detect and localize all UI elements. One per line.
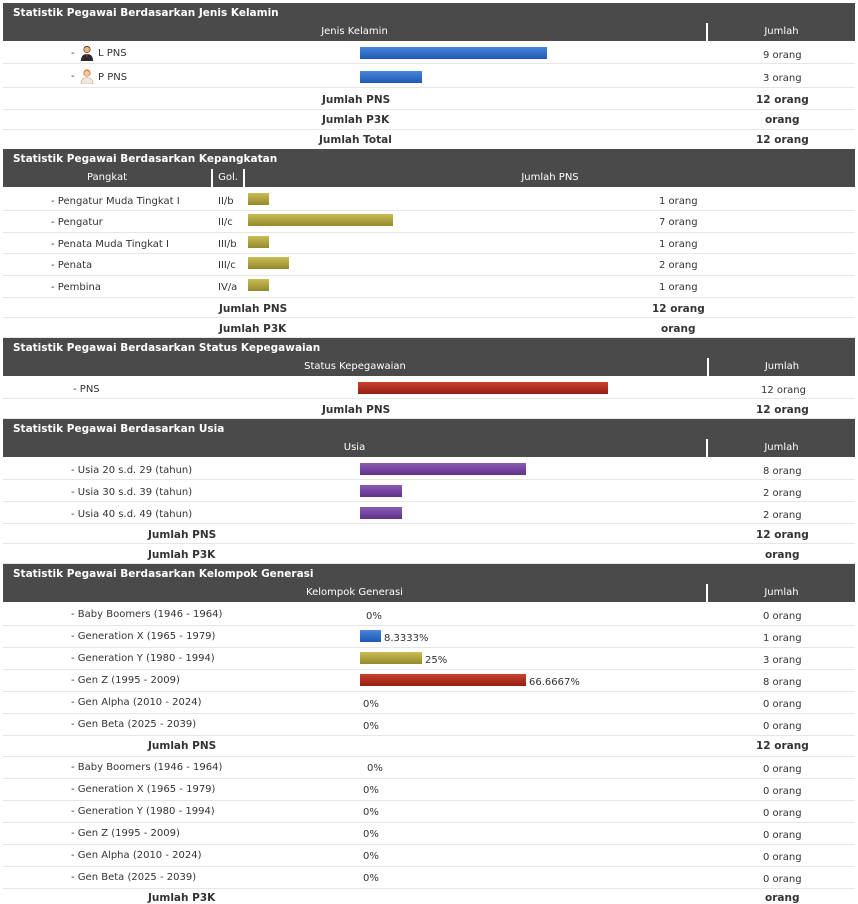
generation-percent: 0%: [363, 807, 379, 818]
rank-total-p3k-value: orang: [661, 323, 696, 335]
rank-total-pns-label: Jumlah PNS: [219, 303, 288, 315]
rank-label: - Pengatur Muda Tingkat I: [51, 196, 180, 207]
table-row: [3, 276, 855, 298]
generation-label: - Gen Z (1995 - 2009): [71, 675, 180, 686]
rank-label: - Penata Muda Tingkat I: [51, 239, 169, 250]
age-count: 2 orang: [763, 488, 802, 499]
age-section-title: Statistik Pegawai Berdasarkan Usia: [3, 419, 855, 439]
age-label: - Usia 20 s.d. 29 (tahun): [71, 465, 193, 476]
generation-label: - Generation Y (1980 - 1994): [71, 806, 215, 817]
rank-label: - Pembina: [51, 282, 101, 293]
generation-label: - Gen Beta (2025 - 2039): [71, 872, 197, 883]
status-label-pns: - PNS: [73, 384, 100, 395]
status-count-pns: 12 orang: [761, 385, 806, 396]
generation-total-p3k-value: orang: [765, 892, 800, 904]
generation-count: 3 orang: [763, 655, 802, 666]
rank-count: 1 orang: [659, 282, 698, 293]
female-person-icon: [80, 68, 94, 84]
rank-col-count: Jumlah PNS: [245, 169, 855, 187]
generation-label: - Gen Alpha (2010 - 2024): [71, 850, 202, 861]
rank-grade: II/b: [218, 196, 234, 207]
rank-bar: [248, 193, 269, 205]
gender-label-female: P PNS: [98, 72, 128, 83]
table-row: [3, 318, 855, 338]
generation-col-count: Jumlah: [708, 584, 855, 602]
generation-percent: 66.6667%: [529, 677, 580, 688]
gender-total-all-value: 12 orang: [756, 134, 809, 146]
table-row: [3, 399, 855, 419]
gender-total-pns-label: Jumlah PNS: [322, 94, 391, 106]
gender-count-female: 3 orang: [763, 73, 802, 84]
generation-section-title: Statistik Pegawai Berdasarkan Kelompok Generasi: [3, 564, 855, 584]
rank-bar: [248, 257, 289, 269]
generation-percent: 25%: [425, 655, 448, 666]
generation-percent: 0%: [367, 763, 383, 774]
table-row: [3, 254, 855, 276]
generation-label: - Generation X (1965 - 1979): [71, 784, 216, 795]
rank-count: 1 orang: [659, 239, 698, 250]
status-col-count: Jumlah: [709, 358, 855, 376]
gender-total-pns-value: 12 orang: [756, 94, 809, 106]
rank-section-title: Statistik Pegawai Berdasarkan Kepangkatan: [3, 149, 855, 169]
rank-bar: [248, 279, 269, 291]
table-row: [3, 88, 855, 110]
gender-col-count: Jumlah: [708, 23, 855, 41]
generation-col-category: Kelompok Generasi: [3, 584, 706, 602]
age-bar: [360, 485, 402, 497]
age-label: - Usia 40 s.d. 49 (tahun): [71, 509, 193, 520]
status-col-category: Status Kepegawaian: [3, 358, 707, 376]
generation-label: - Generation X (1965 - 1979): [71, 631, 216, 642]
table-row: [3, 130, 855, 150]
status-total-pns-label: Jumlah PNS: [322, 404, 391, 416]
rank-grade: II/c: [218, 217, 233, 228]
age-label: - Usia 30 s.d. 39 (tahun): [71, 487, 193, 498]
generation-bar: [360, 630, 381, 642]
rank-grade: III/b: [218, 239, 237, 250]
generation-label: - Generation Y (1980 - 1994): [71, 653, 215, 664]
gender-label-male: L PNS: [98, 48, 127, 59]
generation-percent: 0%: [363, 873, 379, 884]
age-count: 8 orang: [763, 466, 802, 477]
generation-bar: [360, 674, 526, 686]
generation-label: - Gen Beta (2025 - 2039): [71, 719, 197, 730]
table-row: [3, 110, 855, 130]
table-row: [3, 211, 855, 233]
gender-total-p3k-label: Jumlah P3K: [322, 114, 390, 126]
generation-count: 0 orang: [763, 786, 802, 797]
generation-percent: 0%: [363, 829, 379, 840]
age-total-pns-value: 12 orang: [756, 529, 809, 541]
generation-count: 0 orang: [763, 852, 802, 863]
generation-count: 1 orang: [763, 633, 802, 644]
generation-count: 0 orang: [763, 721, 802, 732]
generation-label: - Baby Boomers (1946 - 1964): [71, 762, 223, 773]
table-row: [3, 298, 855, 318]
age-total-p3k-value: orang: [765, 549, 800, 561]
generation-total-pns-label: Jumlah PNS: [148, 740, 217, 752]
gender-bar-male: [360, 47, 547, 59]
generation-count: 0 orang: [763, 699, 802, 710]
row-prefix: -: [71, 48, 75, 59]
age-count: 2 orang: [763, 510, 802, 521]
rank-count: 1 orang: [659, 196, 698, 207]
generation-label: - Baby Boomers (1946 - 1964): [71, 609, 223, 620]
gender-total-all-label: Jumlah Total: [319, 134, 392, 146]
rank-grade: III/c: [218, 260, 236, 271]
rank-col-grade: Gol.: [213, 169, 243, 187]
table-row: [3, 736, 855, 757]
table-row: [3, 524, 855, 544]
gender-section-title: Statistik Pegawai Berdasarkan Jenis Kelamin: [3, 3, 855, 23]
generation-percent: 0%: [366, 611, 382, 622]
rank-grade: IV/a: [218, 282, 238, 293]
age-total-p3k-label: Jumlah P3K: [148, 549, 216, 561]
rank-label: - Penata: [51, 260, 93, 271]
generation-count: 0 orang: [763, 830, 802, 841]
rank-total-pns-value: 12 orang: [652, 303, 705, 315]
gender-count-male: 9 orang: [763, 50, 802, 61]
generation-count: 0 orang: [763, 764, 802, 775]
rank-bar: [248, 236, 269, 248]
rank-label: - Pengatur: [51, 217, 103, 228]
age-total-pns-label: Jumlah PNS: [148, 529, 217, 541]
gender-col-category: Jenis Kelamin: [3, 23, 706, 41]
rank-total-p3k-label: Jumlah P3K: [219, 323, 287, 335]
rank-count: 7 orang: [659, 217, 698, 228]
generation-label: - Gen Z (1995 - 2009): [71, 828, 180, 839]
generation-percent: 0%: [363, 851, 379, 862]
table-row: [3, 544, 855, 564]
status-section-title: Statistik Pegawai Berdasarkan Status Kepegawaian: [3, 338, 855, 358]
gender-bar-female: [360, 71, 422, 83]
generation-percent: 0%: [363, 699, 379, 710]
status-total-pns-value: 12 orang: [756, 404, 809, 416]
age-bar: [360, 507, 402, 519]
age-bar: [360, 463, 526, 475]
status-bar-pns: [358, 382, 608, 394]
generation-total-p3k-label: Jumlah P3K: [148, 892, 216, 904]
rank-col-rank: Pangkat: [3, 169, 211, 187]
age-col-category: Usia: [3, 439, 706, 457]
generation-percent: 0%: [363, 721, 379, 732]
rank-bar: [248, 214, 393, 226]
generation-count: 8 orang: [763, 677, 802, 688]
generation-count: 0 orang: [763, 611, 802, 622]
age-col-count: Jumlah: [708, 439, 855, 457]
male-person-icon: [80, 45, 94, 61]
generation-bar: [360, 652, 422, 664]
rank-count: 2 orang: [659, 260, 698, 271]
generation-percent: 8.3333%: [384, 633, 429, 644]
generation-percent: 0%: [363, 785, 379, 796]
generation-count: 0 orang: [763, 808, 802, 819]
row-prefix: -: [71, 71, 75, 82]
table-row: [3, 64, 855, 88]
gender-total-p3k-value: orang: [765, 114, 800, 126]
table-row: [3, 888, 855, 904]
generation-total-pns-value: 12 orang: [756, 740, 809, 752]
generation-count: 0 orang: [763, 874, 802, 885]
generation-label: - Gen Alpha (2010 - 2024): [71, 697, 202, 708]
